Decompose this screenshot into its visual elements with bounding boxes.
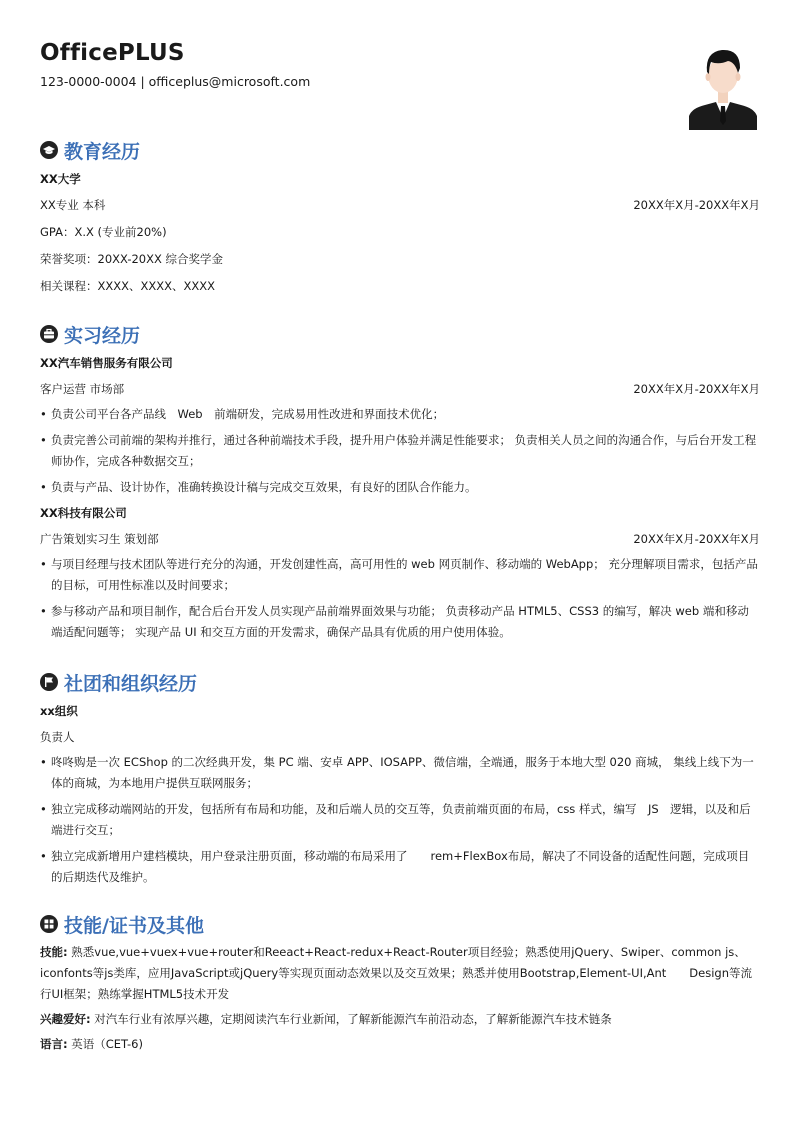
section-title-education: 教育经历 bbox=[64, 140, 141, 163]
candidate-name: OfficePLUS bbox=[40, 40, 185, 66]
contact-info: 123-0000-0004 | officeplus@microsoft.com bbox=[40, 74, 311, 89]
hobby-paragraph bbox=[40, 1009, 760, 1030]
language-paragraph bbox=[40, 1034, 760, 1055]
major-row bbox=[40, 195, 760, 215]
language-label: 语言: bbox=[40, 1037, 68, 1051]
section-title-skills: 技能/证书及其他 bbox=[64, 914, 204, 937]
role-row bbox=[40, 529, 760, 549]
grid-icon bbox=[40, 915, 58, 933]
role: 广告策划实习生 策划部 bbox=[40, 532, 159, 546]
company-name: XX汽车销售服务有限公司 bbox=[40, 356, 173, 370]
club-section bbox=[40, 668, 760, 893]
avatar bbox=[689, 42, 757, 130]
duty-list bbox=[40, 554, 760, 643]
edu-line: 荣誉奖项：20XX-20XX 综合奖学金 bbox=[40, 252, 224, 266]
skills-paragraph bbox=[40, 942, 760, 1005]
company-name: XX科技有限公司 bbox=[40, 506, 127, 520]
period: 20XX年X月-20XX年X月 bbox=[633, 198, 760, 212]
list-item: • 与项目经理与技术团队等进行充分的沟通，开发创建性高，高可用性的 web 网页制作、移动端的 WebApp； 充分理解项目需求，包括产品的目标，可用性标准以及时间要求； bbox=[40, 554, 760, 596]
skill-label: 技能: bbox=[40, 945, 68, 959]
major: XX专业 本科 bbox=[40, 198, 106, 212]
briefcase-icon bbox=[40, 325, 58, 343]
internship-section bbox=[40, 320, 760, 648]
section-title-club: 社团和组织经历 bbox=[64, 672, 198, 695]
list-item: • 咚咚购是一次 ECShop 的二次经典开发，集 PC 端、安卓 APP、IOSAPP、微信端，全端通，服务于本地大型 020 商城， 集线上线下为一体的商城，为本地用户提供互联网服务； bbox=[40, 752, 760, 794]
education-section bbox=[40, 136, 760, 296]
edu-line: 相关课程：XXXX、XXXX、XXXX bbox=[40, 279, 216, 293]
section-title-internship: 实习经历 bbox=[64, 324, 141, 347]
hobby-label: 兴趣爱好: bbox=[40, 1012, 91, 1026]
org-name: xx组织 bbox=[40, 704, 78, 718]
list-item: • 负责与产品、设计协作，准确转换设计稿与完成交互效果，有良好的团队合作能力。 bbox=[40, 477, 760, 498]
skill-text: 熟悉vue,vue+vuex+vue+router和Reeact+React-redux+React-Router项目经验；熟悉使用jQuery、Swiper、common js、iconfonts等js类库，应用JavaScript或jQuery等实现页面动态效果以及交互效果；熟悉并使用Bootstrap,Element-UI,Ant Design等流行UI框架；熟练掌握HTML5技术开发 bbox=[40, 945, 752, 1001]
list-item: • 参与移动产品和项目制作，配合后台开发人员实现产品前端界面效果与功能； 负责移动产品 HTML5、CSS3 的编写，解决 web 端和移动端适配问题等； 实现产品 UI 和交互方面的开发需求，确保产品具有优质的用户使用体验。 bbox=[40, 601, 760, 643]
duty-list bbox=[40, 404, 760, 498]
skills-section bbox=[40, 910, 760, 1055]
period: 20XX年X月-20XX年X月 bbox=[633, 532, 760, 546]
edu-line: GPA：X.X (专业前20%) bbox=[40, 225, 167, 239]
list-item: • 负责公司平台各产品线 Web 前端研发，完成易用性改进和界面技术优化； bbox=[40, 404, 760, 425]
duty-list bbox=[40, 752, 760, 888]
school-name: XX大学 bbox=[40, 172, 81, 186]
list-item: • 独立完成移动端网站的开发，包括所有布局和功能，及和后端人员的交互等，负责前端页面的布局，css 样式，编写 JS 逻辑，以及和后端进行交互； bbox=[40, 799, 760, 841]
list-item: • 独立完成新增用户建档模块，用户登录注册页面，移动端的布局采用了 rem+FlexBox布局，解决了不同设备的适配性问题，完成项目的后期迭代及维护。 bbox=[40, 846, 760, 888]
role: 客户运营 市场部 bbox=[40, 382, 125, 396]
list-item: • 负责完善公司前端的架构并推行，通过各种前端技术手段，提升用户体验并满足性能要求； 负责相关人员之间的沟通合作，与后台开发工程师协作，完成各种数据交互； bbox=[40, 430, 760, 472]
hobby-text: 对汽车行业有浓厚兴趣，定期阅读汽车行业新闻，了解新能源汽车前沿动态，了解新能源汽车技术链条 bbox=[90, 1012, 612, 1026]
flag-icon bbox=[40, 673, 58, 691]
language-text: 英语（CET-6) bbox=[67, 1037, 143, 1051]
role-row bbox=[40, 379, 760, 399]
graduation-cap-icon bbox=[40, 141, 58, 159]
period: 20XX年X月-20XX年X月 bbox=[633, 382, 760, 396]
org-role: 负责人 bbox=[40, 730, 75, 744]
